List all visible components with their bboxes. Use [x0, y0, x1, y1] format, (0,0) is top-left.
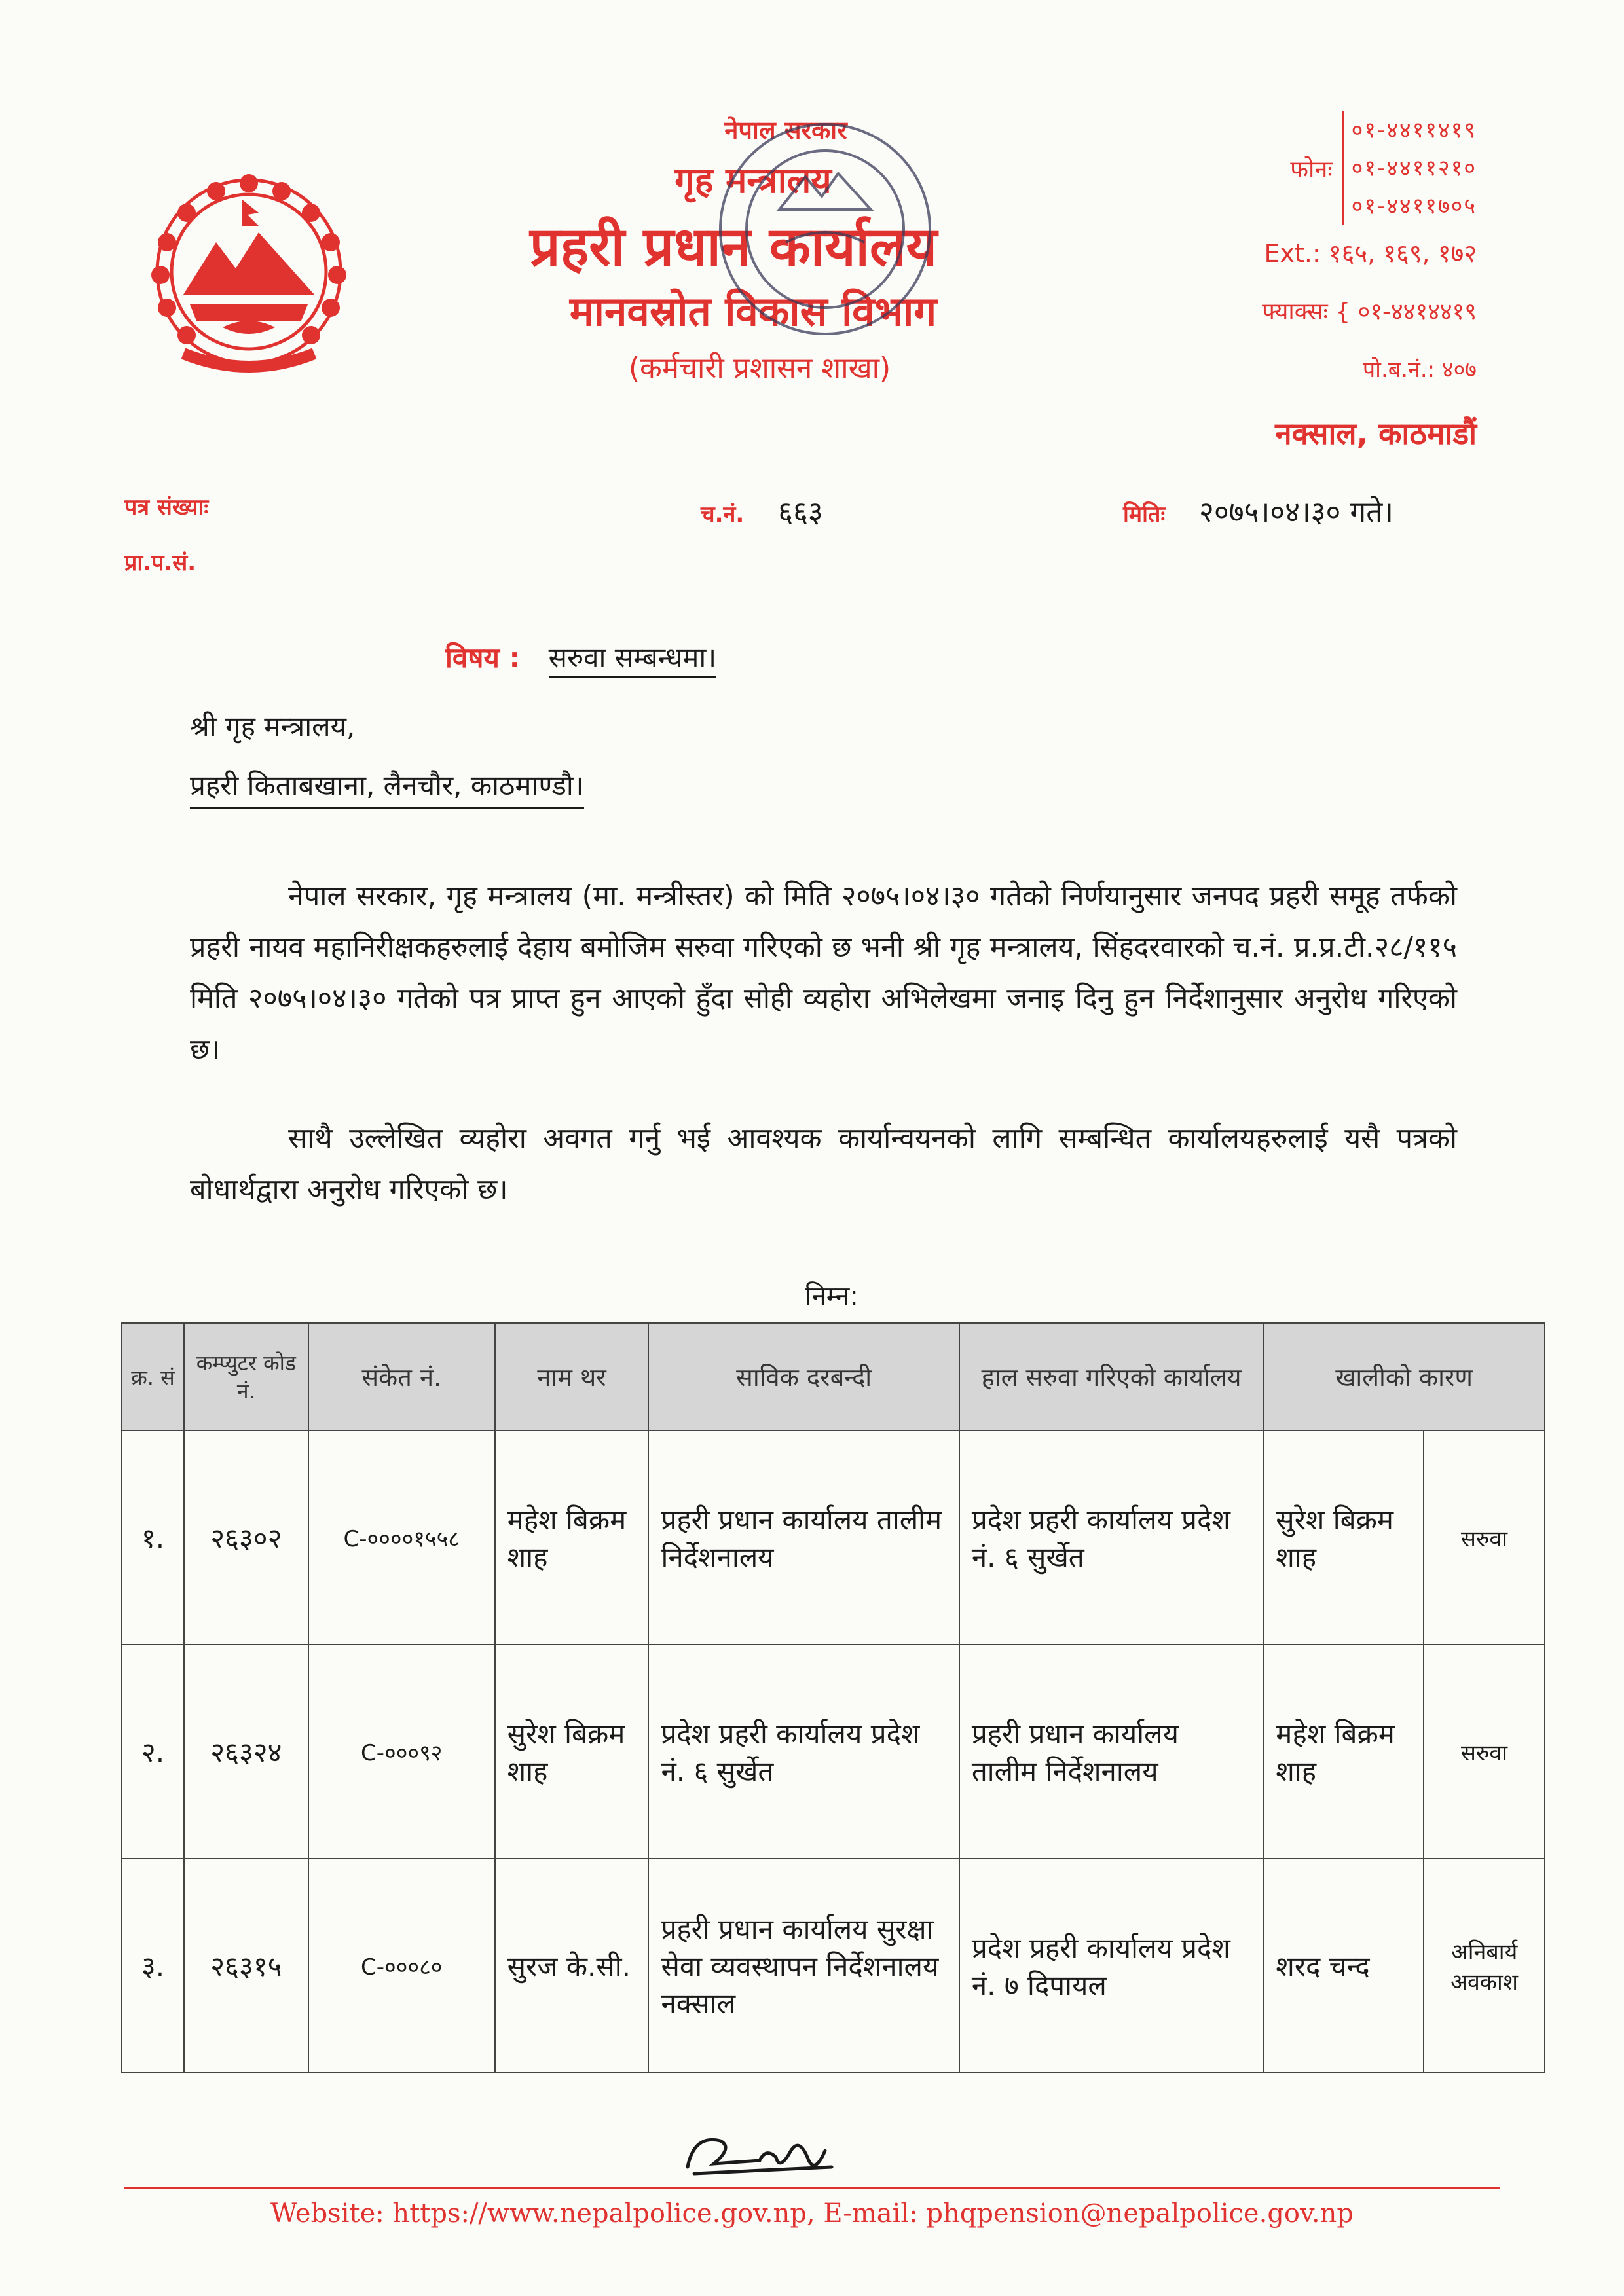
- table-row: [122, 1430, 1545, 1645]
- header-department: मानवस्रोत विकास विभाग: [569, 287, 937, 335]
- signature-icon: [668, 2121, 864, 2187]
- date-field: [1123, 491, 1393, 530]
- pra-pa-sa-label: प्रा.प.सं.: [124, 550, 196, 576]
- phone-number: ०१-४४११४१९: [1351, 117, 1477, 143]
- body-paragraph-1: नेपाल सरकार, गृह मन्त्रालय (मा. मन्त्रीस्तर) को मिति २०७५।०४।३० गतेको निर्णयानुसार जनपद प्रहरी समूह तर्फको प्रहरी नायव महानिरीक्षकहरुलाई देहाय बमोजिम सरुवा गरिएको छ भनी श्री गृह मन्त्रालय, सिंहदरवारको च.नं. प्र.प्र.टी.२८/११५ मिति २०७५।०४।३० गतेको पत्र प्राप्त हुन आएको हुँदा सोही व्यहोरा अभिलेखमा जनाइ दिनु हुन निर्देशानुसार अनुरोध गरिएको छ।: [190, 880, 1457, 1066]
- phone-label: फोनः: [1290, 156, 1333, 183]
- addressee-line-2: प्रहरी किताबखाना, लैनचौर, काठमाण्डौ।: [190, 766, 584, 809]
- fax-number: फ्याक्सः { ०१-४४१४४१९: [1262, 299, 1477, 325]
- body-paragraph-2: साथै उल्लेखित व्यहोरा अवगत गर्नु भई आवश्यक कार्यान्वयनको लागि सम्बन्धित कार्यालयहरुलाई यसै पत्रको बोधार्थद्वारा अनुरोध गरिएको छ।: [190, 1122, 1457, 1206]
- header-office: प्रहरी प्रधान कार्यालय: [529, 216, 938, 278]
- cell-previous-post: प्रहरी प्रधान कार्यालय सुरक्षा सेवा व्यवस्थापन निर्देशनालय नक्साल: [648, 1859, 959, 2073]
- office-seal-icon: [707, 111, 943, 347]
- cell-reason: सरुवा: [1424, 1430, 1545, 1645]
- cell-previous-post: प्रदेश प्रहरी कार्यालय प्रदेश नं. ६ सुर्खेत: [648, 1645, 959, 1859]
- phone-list: [1342, 111, 1477, 225]
- date-label: मितिः: [1123, 501, 1166, 528]
- letter-number-label: पत्र संख्याः: [124, 494, 209, 520]
- table-row: [122, 1645, 1545, 1859]
- phone-number: ०१-४४११७०५: [1351, 193, 1477, 219]
- cell-name: सुरेश बिक्रम शाह: [495, 1645, 649, 1859]
- col-header-symbol: संकेत नं.: [308, 1323, 495, 1430]
- cell-previous-post: प्रहरी प्रधान कार्यालय तालीम निर्देशनालय: [648, 1430, 959, 1645]
- po-box: पो.ब.नं.: ४०७: [1362, 357, 1477, 383]
- header-ministry: गृह मन्त्रालय: [674, 160, 832, 201]
- cell-sn: २.: [122, 1645, 184, 1859]
- cell-vacated-by: सुरेश बिक्रम शाह: [1263, 1430, 1424, 1645]
- date-value: २०७५।०४।३० गते।: [1199, 496, 1393, 529]
- cell-vacated-by: शरद चन्द: [1263, 1859, 1424, 2073]
- subject-value: सरुवा सम्बन्धमा।: [549, 642, 717, 678]
- cell-name: सुरज के.सी.: [495, 1859, 649, 2073]
- col-header-previous-post: साविक दरबन्दी: [648, 1323, 959, 1430]
- header-government: नेपाल सरकार: [724, 116, 847, 145]
- cell-symbol: C-००००१५५८: [308, 1430, 495, 1645]
- col-header-new-office: हाल सरुवा गरिएको कार्यालय: [959, 1323, 1263, 1430]
- cell-new-office: प्रहरी प्रधान कार्यालय तालीम निर्देशनालय: [959, 1645, 1263, 1859]
- col-header-name: नाम थर: [495, 1323, 649, 1430]
- footer-contact: Website: https://www.nepalpolice.gov.np, E-mail: phqpension@nepalpolice.gov.np: [270, 2198, 1354, 2229]
- col-header-computer-code: कम्प्युटर कोड नं.: [184, 1323, 308, 1430]
- dispatch-number-label: च.नं.: [701, 501, 745, 528]
- table-row: [122, 1859, 1545, 2073]
- cell-new-office: प्रदेश प्रहरी कार्यालय प्रदेश नं. ७ दिपायल: [959, 1859, 1263, 2073]
- header-branch: (कर्मचारी प्रशासन शाखा): [628, 352, 891, 385]
- footer-divider: [124, 2187, 1500, 2189]
- subject-label: विषय :: [445, 642, 521, 674]
- col-header-vacancy-reason: खालीको कारण: [1263, 1323, 1545, 1430]
- table-header-row: [122, 1323, 1545, 1430]
- cell-computer-code: २६३०२: [184, 1430, 308, 1645]
- cell-symbol: C-०००९२: [308, 1645, 495, 1859]
- cell-reason: सरुवा: [1424, 1645, 1545, 1859]
- cell-symbol: C-०००८०: [308, 1859, 495, 2073]
- cell-sn: ३.: [122, 1859, 184, 2073]
- col-header-sn: क्र. सं: [122, 1323, 184, 1430]
- cell-computer-code: २६३२४: [184, 1645, 308, 1859]
- cell-new-office: प्रदेश प्रहरी कार्यालय प्रदेश नं. ६ सुर्खेत: [959, 1430, 1263, 1645]
- office-location: नक्साल, काठमाडौं: [1275, 416, 1477, 451]
- dispatch-number-field: [701, 491, 823, 530]
- cell-reason: अनिबार्य अवकाश: [1424, 1859, 1545, 2073]
- transfer-table: [121, 1322, 1545, 2073]
- cell-sn: १.: [122, 1430, 184, 1645]
- subject-line: [445, 638, 716, 676]
- addressee-line-1: श्री गृह मन्त्रालय,: [190, 710, 356, 742]
- cell-computer-code: २६३१५: [184, 1859, 308, 2073]
- phone-block: [1290, 111, 1477, 225]
- list-heading: निम्न:: [805, 1281, 858, 1311]
- cell-name: महेश बिक्रम शाह: [495, 1430, 649, 1645]
- dispatch-number-value: ६६३: [778, 496, 823, 529]
- cell-vacated-by: महेश बिक्रम शाह: [1263, 1645, 1424, 1859]
- extension-numbers: Ext.: १६५, १६९, १७२: [1264, 239, 1477, 268]
- phone-number: ०१-४४११२१०: [1351, 155, 1477, 181]
